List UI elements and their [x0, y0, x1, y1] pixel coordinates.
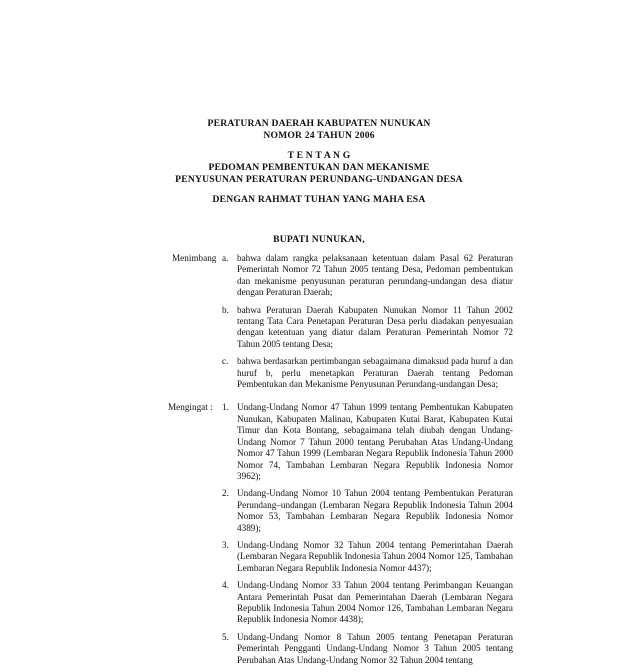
menimbang-section — [0, 253, 638, 390]
item-text: bahwa Peraturan Daerah Kabupaten Nunukan Nomor 11 Tahun 2002 tentang Tata Cara Penetapan Peraturan Desa perlu diadakan penyesuaian dengan ketentuan yang diatur dalam Peraturan Pemerintah Nomor 72 Tahun 2005 tentang Desa; — [237, 304, 513, 349]
item-text: Undang-Undang Nomor 47 Tahun 1999 tentang Pembentukan Kabupaten Nunukan, Kabupaten Malinau, Kabupaten Kutai Barat, Kabupaten Kutai Timur dan Kota Bontang, sebagaimana telah diubah dengan Undang-Undang Nomor 7 Tahun 2000 tentang Perubahan Atas Undang-Undang Nomor 47 Tahun 1999 (Lembaran Negara Republik Indonesia Tahun 2000 Nomor 74, Tambahan Lembaran Negara Republik Indonesia Nomor 3962); — [237, 402, 513, 481]
tentang-heading: T E N T A N G — [287, 150, 351, 161]
subject-line-1: PEDOMAN PEMBENTUKAN DAN MEKANISME — [208, 162, 430, 173]
item-marker: a. — [222, 253, 229, 263]
list-item — [0, 305, 638, 351]
regulation-title: PERATURAN DAERAH KABUPATEN NUNUKAN — [207, 118, 431, 129]
mengingat-section — [0, 402, 638, 666]
document-body — [0, 253, 638, 672]
menimbang-label: Menimbang — [172, 253, 217, 263]
list-item — [0, 253, 638, 299]
item-text: Undang-Undang Nomor 33 Tahun 2004 tentang Perimbangan Keuangan Antara Pemerintah Pusat dan Pemerintahan Daerah (Lembaran Negara Republik Indonesia Tahun 2004 Nomor 126, Tambahan Lembaran Negara Republik Indonesia Nomor 4438); — [237, 580, 513, 625]
item-text: bahwa berdasarkan pertimbangan sebagaimana dimaksud pada huruf a dan huruf b, perlu menetapkan Peraturan Daerah tentang Pedoman Pembentukan dan Mekanisme Penyusunan Perundang-undangan Desa; — [237, 356, 513, 390]
item-marker: 2. — [222, 488, 229, 499]
item-text: Undang-Undang Nomor 32 Tahun 2004 tentang Pemerintahan Daerah (Lembaran Negara Republik Indonesia Tahun 2004 Nomor 125, Tambahan Lembaran Negara Republik Indonesia Nomor 4437); — [237, 539, 513, 573]
list-item — [0, 632, 638, 666]
item-marker: b. — [222, 304, 229, 315]
preamble-line: DENGAN RAHMAT TUHAN YANG MAHA ESA — [212, 194, 426, 205]
regulation-number: NOMOR 24 TAHUN 2006 — [263, 130, 375, 141]
item-text: Undang-Undang Nomor 8 Tahun 2005 tentang Penetapan Peraturan Pemerintah Pengganti Undang-Undang Nomor 3 Tahun 2005 tentang Perubahan Atas Undang-Undang Nomor 32 Tahun 2004 tentang — [237, 631, 513, 665]
item-marker: 5. — [222, 631, 229, 642]
mengingat-label: Mengingat : — [168, 402, 213, 413]
list-item — [0, 356, 638, 390]
list-item — [0, 540, 638, 574]
item-marker: 1. — [222, 402, 229, 413]
item-marker: c. — [222, 356, 229, 367]
item-text: bahwa dalam rangka pelaksanaan ketentuan dalam Pasal 62 Peraturan Pemerintah Nomor 72 Tahun 2005 tentang Desa, Pedoman pembentukan dan mekanisme penyusunan peraturan perundang-undangan desa diatur dengan Peraturan Daerah; — [237, 253, 513, 298]
item-marker: 3. — [222, 539, 229, 550]
list-item — [0, 488, 638, 534]
subject-line-2: PENYUSUNAN PERATURAN PERUNDANG-UNDANGAN DESA — [175, 174, 463, 185]
item-text: Undang-Undang Nomor 10 Tahun 2004 tentang Pembentukan Peraturan Perundang–undangan (Lembaran Negara Republik Indonesia Tahun 2004 Nomor 53, Tambahan Lembaran Negara Republik Indonesia Nomor 4389); — [237, 488, 513, 533]
item-marker: 4. — [222, 580, 229, 591]
regent-heading: BUPATI NUNUKAN, — [273, 234, 365, 245]
list-item — [0, 402, 638, 482]
list-item — [0, 580, 638, 626]
